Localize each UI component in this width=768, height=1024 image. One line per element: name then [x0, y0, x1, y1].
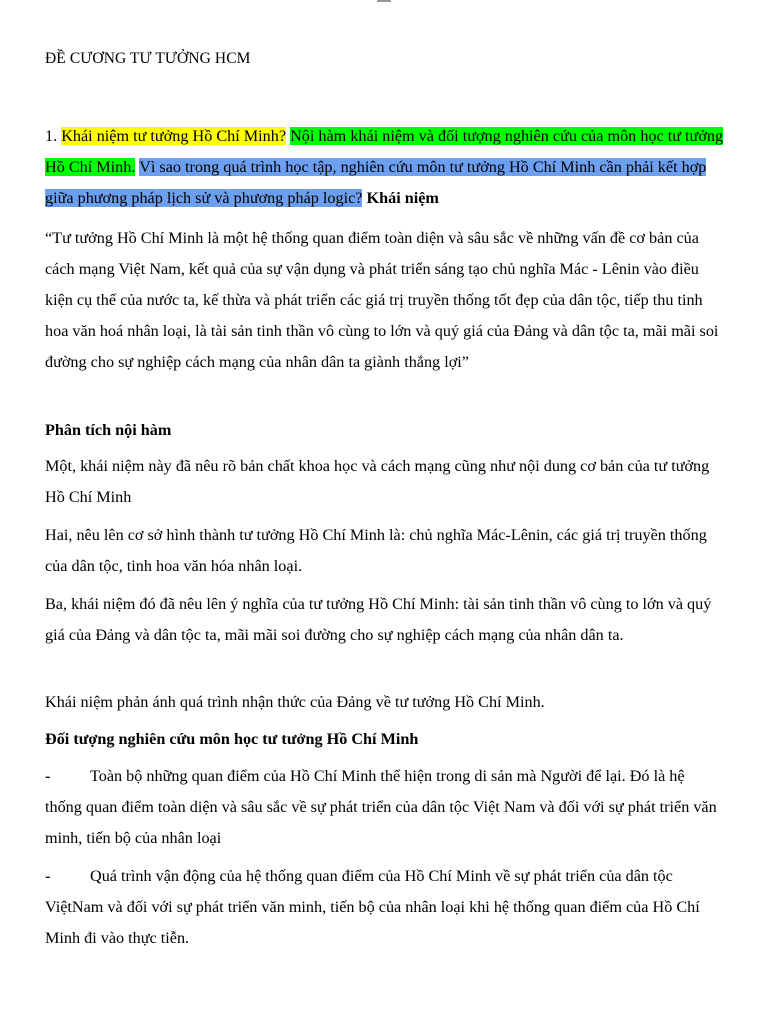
highlight-yellow-text: Khái niệm tư tưởng Hồ Chí Minh? [61, 127, 287, 145]
bullet-item-1 [45, 761, 725, 854]
bullet-text: Quá trình vận động của hệ thống quan điểm của Hồ Chí Minh về sự phát triển của dân tộc ViệtNam và đối với sự phát triển văn minh, tiến bộ của nhân loại khi hệ thống quan điểm của Hồ Chí Minh đi vào thực tiễn. [45, 867, 700, 947]
question-number: 1. [45, 127, 62, 145]
bullet-dash: - [45, 867, 51, 885]
paragraph-mot: Một, khái niệm này đã nêu rõ bản chất khoa học và cách mạng cũng như nội dung cơ bản của tư tưởng Hồ Chí Minh [45, 457, 710, 506]
highlight-blue-text: Vì sao trong quá trình học tập, nghiên cứu môn tư tưởng Hồ Chí Minh cần phải kết hợp giữa phương pháp lịch sử và phương pháp logic? [45, 158, 707, 207]
paragraph-ba: Ba, khái niệm đó đã nêu lên ý nghĩa của tư tưởng Hồ Chí Minh: tài sản tinh thần vô cùng to lớn và quý giá của Đảng và dân tộc ta, mãi mãi soi đường cho sự nghiệp cách mạng của nhân dân ta. [45, 595, 712, 644]
heading-doi-tuong: Đối tượng nghiên cứu môn học tư tưởng Hồ Chí Minh [45, 730, 419, 748]
heading-phan-tich-noi-ham: Phân tích nội hàm [45, 421, 172, 439]
bullet-dash: - [45, 767, 51, 785]
document-title: ĐỀ CƯƠNG TƯ TƯỞNG HCM [45, 50, 251, 67]
paragraph-hai: Hai, nêu lên cơ sở hình thành tư tưởng Hồ Chí Minh là: chủ nghĩa Mác-Lênin, các giá trị truyền thống của dân tộc, tinh hoa văn hóa nhân loại. [45, 526, 707, 575]
page-top-marker [377, 0, 391, 2]
khai-niem-label: Khái niệm [366, 189, 439, 207]
highlight-green-text: Nội hàm khái niệm và đối tượng nghiên cứu của môn học tư tưởng Hồ Chí Minh. [45, 127, 724, 176]
question-1-paragraph [45, 121, 725, 214]
paragraph-khai-niem: Khái niệm phản ánh quá trình nhận thức của Đảng về tư tưởng Hồ Chí Minh. [45, 693, 545, 711]
bullet-text: Toàn bộ những quan điểm của Hồ Chí Minh thể hiện trong di sản mà Người để lại. Đó là hệ thống quan điểm toàn diện và sâu sắc về sự phát triển của dân tộc Việt Nam và đối với sự phát triển văn minh, tiến bộ của nhân loại [45, 767, 717, 847]
definition-quote: “Tư tưởng Hồ Chí Minh là một hệ thống quan điểm toàn diện và sâu sắc về những vấn đề cơ bản của cách mạng Việt Nam, kết quả của sự vận dụng và phát triển sáng tạo chủ nghĩa Mác - Lênin vào điều kiện cụ thể của nước ta, kế thừa và phát triển các giá trị truyền thống tốt đẹp của dân tộc, tiếp thu tinh hoa văn hoá nhân loại, là tài sản tinh thần vô cùng to lớn và quý giá của Đảng và dân tộc ta, mãi mãi soi đường cho sự nghiệp cách mạng của nhân dân ta giành thắng lợi” [45, 229, 719, 371]
bullet-item-2 [45, 861, 725, 954]
